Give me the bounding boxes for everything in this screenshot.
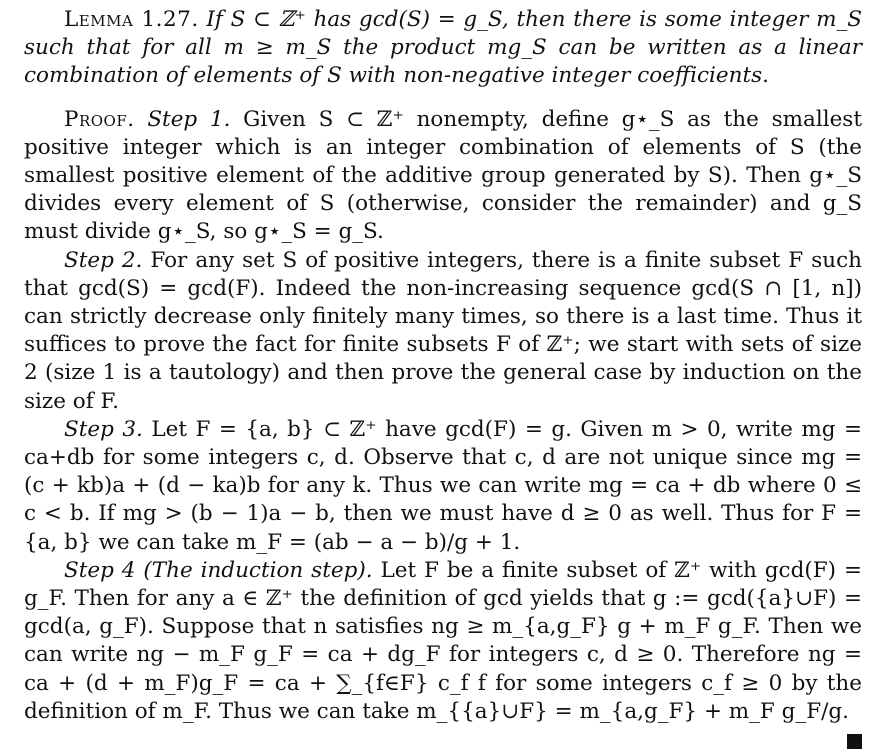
step-1-title: Step 1. <box>147 106 231 132</box>
proof-label: Proof. <box>64 106 135 132</box>
document-page <box>24 6 862 749</box>
step-1-text: Given S ⊂ ℤ⁺ nonempty, define g⋆_S as the smallest positive integer which is an integer combination of elements of S (the smallest positive element of the additive group generated by S). Then g⋆_S divides every element of S (otherwise, consider the remainder) and g_S must divide g⋆_S, so g⋆_S = g_S. <box>24 106 862 245</box>
lemma-label: Lemma 1.27. <box>64 7 199 32</box>
step-3-title: Step 3. <box>64 416 143 442</box>
step-2-title: Step 2. <box>64 247 143 273</box>
lemma-statement: If S ⊂ ℤ⁺ has gcd(S) = g_S, then there is some integer m_S such that for all m ≥ m_S the product mg_S can be written as a linear combination of elements of S with non-negative integer coefficients. <box>24 7 862 89</box>
step-4-text: Let F be a finite subset of ℤ⁺ with gcd(F) = g_F. Then for any a ∈ ℤ⁺ the definition of gcd yields that g := gcd({a}∪F) = gcd(a, g_F). Suppose that n satisfies ng ≥ m_{a,g_F} g + m_F g_F. Then we can write ng − m_F g_F = ca + dg_F for integers c, d ≥ 0. Therefore ng = ca + (d + m_F)g_F = ca + ∑_{f∈F} c_f f for some integers c_f ≥ 0 by the definition of m_F. Thus we can take m_{{a}∪F} = m_{a,g_F} + m_F g_F/g. <box>24 557 862 724</box>
proof-step-3 <box>24 416 862 557</box>
proof-step-4 <box>24 557 862 726</box>
lemma-1-27 <box>24 6 862 91</box>
step-2-text: For any set S of positive integers, there is a finite subset F such that gcd(S) = gcd(F). Indeed the non-increasing sequence gcd(S ∩ [1, n]) can strictly decrease only finitely many times, so there is a last time. Thus it suffices to prove the fact for finite subsets F of ℤ⁺; we start with sets of size 2 (size 1 is a tautology) and then prove the general case by induction on the size of F. <box>24 247 862 414</box>
proof-step-1 <box>24 106 862 247</box>
step-3-text: Let F = {a, b} ⊂ ℤ⁺ have gcd(F) = g. Given m > 0, write mg = ca+db for some integers c, d. Observe that c, d are not unique since mg = (c + kb)a + (d − ka)b for any k. Thus we can write mg = ca + db where 0 ≤ c < b. If mg > (b − 1)a − b, then we must have d ≥ 0 as well. Thus for F = {a, b} we can take m_F = (ab − a − b)/g + 1. <box>24 416 863 555</box>
qed-square-icon <box>847 734 862 749</box>
proof-step-2 <box>24 247 862 416</box>
step-4-title: Step 4 (The induction step). <box>64 557 373 583</box>
